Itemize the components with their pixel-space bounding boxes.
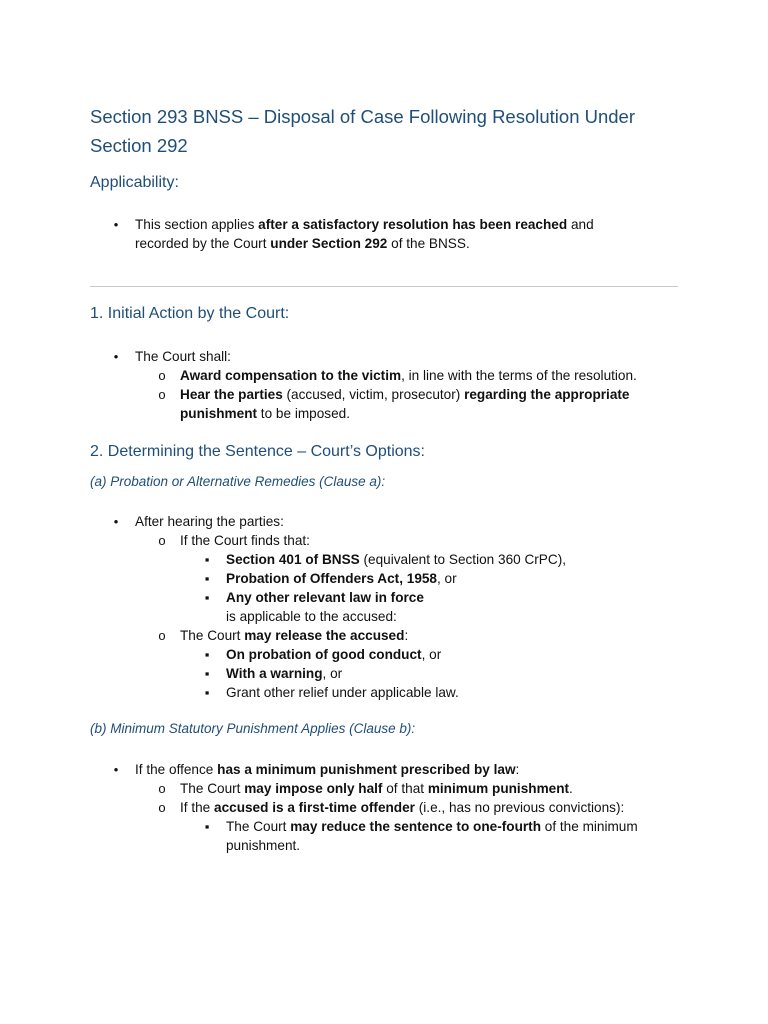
bullet-square: ▪ (204, 552, 210, 567)
s1-line-4: punishment to be imposed. (180, 406, 350, 421)
bullet-circle: o (158, 800, 166, 815)
bullet-circle: o (158, 533, 166, 548)
s2b-line-4: The Court may reduce the sentence to one-fourth of the minimum (226, 819, 638, 834)
bullet-circle: o (158, 368, 166, 383)
section-2-heading: 2. Determining the Sentence – Court’s Options: (90, 443, 425, 460)
bullet-square: ▪ (204, 571, 210, 586)
s2a-line-2: If the Court finds that: (180, 533, 310, 548)
bullet-disc: • (113, 349, 119, 364)
clause-b-heading: (b) Minimum Statutory Punishment Applies (Clause b): (90, 721, 416, 736)
s2b-line-5: punishment. (226, 838, 301, 853)
s2a-line-5: Any other relevant law in force (226, 590, 424, 605)
section-1-heading: 1. Initial Action by the Court: (90, 305, 290, 322)
s2b-line-1: If the offence has a minimum punishment prescribed by law: (135, 762, 520, 777)
bullet-disc: • (113, 514, 119, 529)
s2a-line-9: With a warning, or (226, 666, 343, 681)
bullet-circle: o (158, 628, 166, 643)
document-title: Section 293 BNSS – Disposal of Case Following Resolution Under Section 292 (90, 106, 636, 156)
s2a-line-3: Section 401 of BNSS (equivalent to Section 360 CrPC), (226, 552, 566, 567)
s2a-line-10: Grant other relief under applicable law. (226, 685, 459, 700)
horizontal-divider (90, 286, 678, 287)
applicability-line-1: This section applies after a satisfactory resolution has been reached and (135, 217, 594, 232)
s1-line-2: Award compensation to the victim, in line with the terms of the resolution. (180, 368, 637, 383)
applicability-heading: Applicability: (90, 174, 179, 191)
bullet-square: ▪ (204, 590, 210, 605)
applicability-line-2: recorded by the Court under Section 292 of the BNSS. (135, 236, 470, 251)
s2a-line-8: On probation of good conduct, or (226, 647, 442, 662)
s2a-line-1: After hearing the parties: (135, 514, 284, 529)
bullet-disc: • (113, 762, 119, 777)
bullet-circle: o (158, 387, 166, 402)
s1-line-1: The Court shall: (135, 349, 231, 364)
bullet-square: ▪ (204, 666, 210, 681)
s2b-line-3: If the accused is a first-time offender (i.e., has no previous convictions): (180, 800, 625, 815)
bullet-square: ▪ (204, 647, 210, 662)
bullet-disc: • (113, 217, 119, 232)
s1-line-3: Hear the parties (accused, victim, prosecutor) regarding the appropriate (180, 387, 630, 402)
bullet-square: ▪ (204, 685, 210, 700)
s2a-line-7: The Court may release the accused: (180, 628, 409, 643)
s2a-line-4: Probation of Offenders Act, 1958, or (226, 571, 457, 586)
clause-a-heading: (a) Probation or Alternative Remedies (Clause a): (90, 474, 386, 489)
bullet-circle: o (158, 781, 166, 796)
s2a-line-6: is applicable to the accused: (226, 609, 397, 624)
s2b-line-2: The Court may impose only half of that minimum punishment. (180, 781, 573, 796)
bullet-square: ▪ (204, 819, 210, 834)
